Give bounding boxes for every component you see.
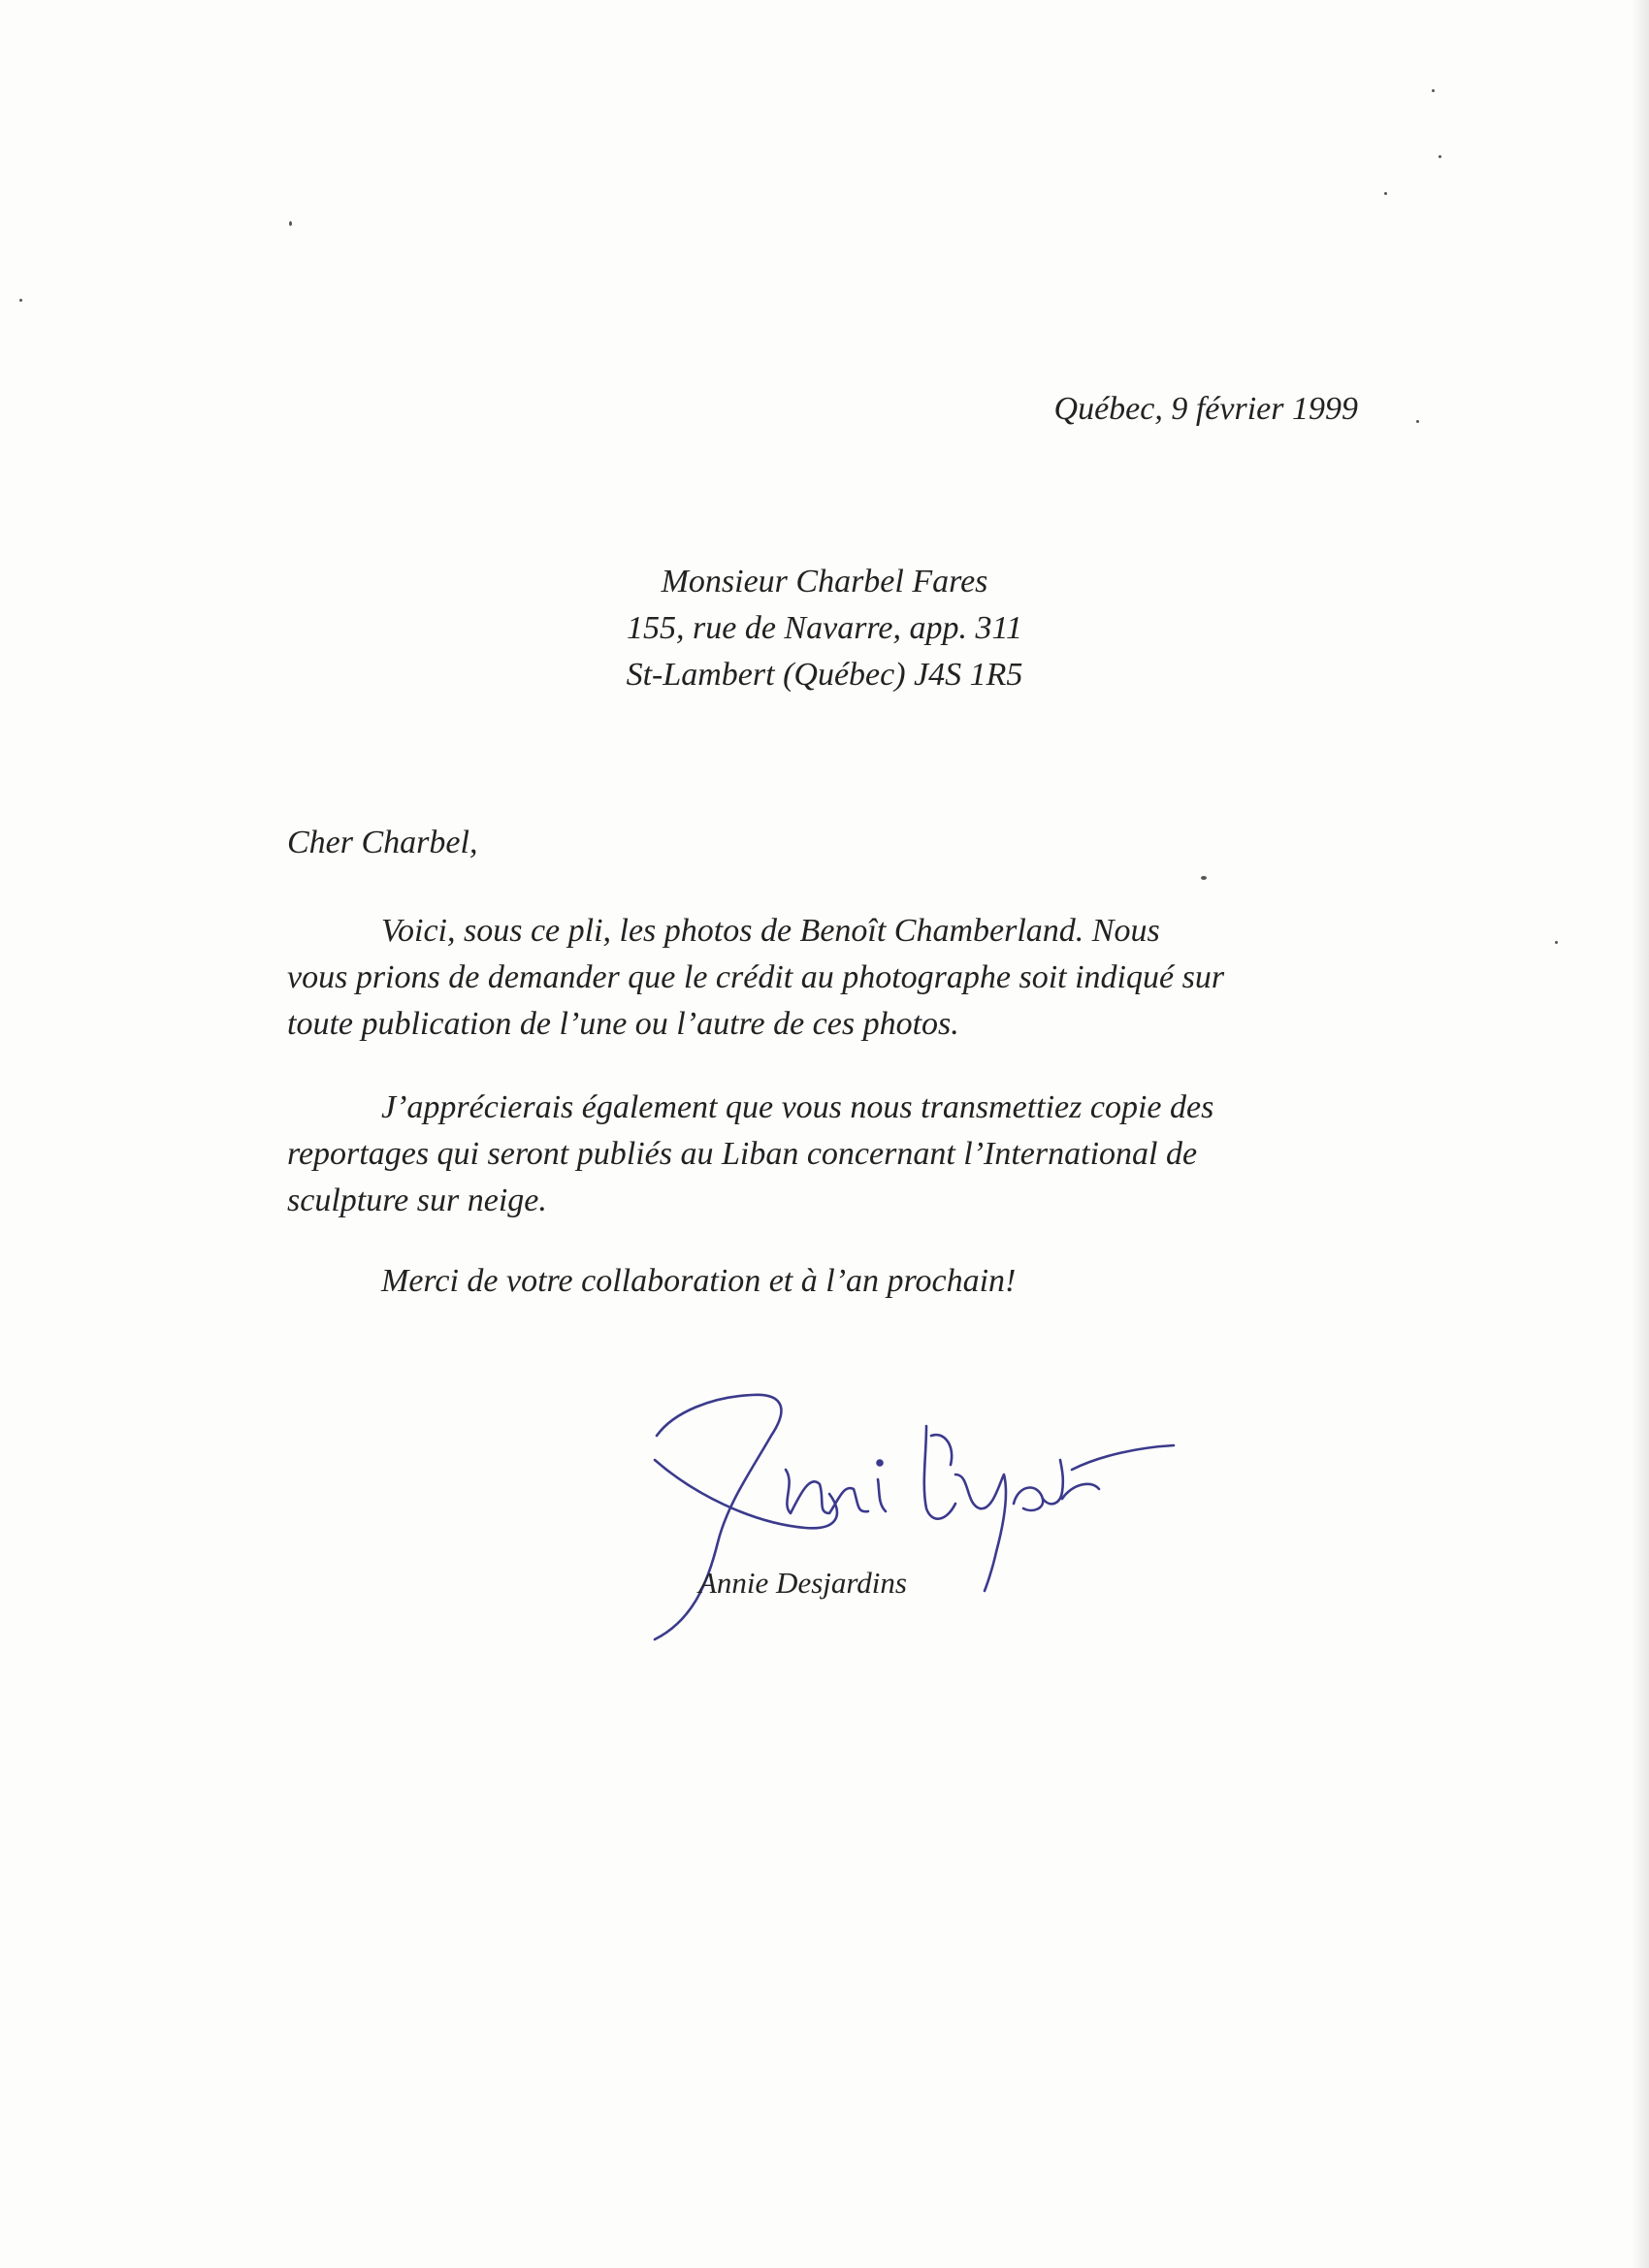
- paragraph-1: [287, 908, 1354, 1048]
- paper-speck: [1439, 155, 1441, 158]
- paper-edge: [1632, 0, 1649, 2268]
- paper-speck: [1432, 89, 1435, 92]
- paragraph-2-line: J’apprécierais également que vous nous transmettiez copie des: [381, 1089, 1214, 1125]
- paper-speck: [1416, 420, 1419, 423]
- recipient-address: [485, 559, 1164, 698]
- paragraph-3: [287, 1258, 1354, 1305]
- paragraph-1-line: Voici, sous ce pli, les photos de Benoît Chamberland. Nous: [381, 913, 1160, 949]
- paper-speck: [19, 299, 22, 302]
- paper-speck: [1555, 941, 1558, 944]
- handwritten-signature: [635, 1377, 1179, 1649]
- recipient-city: St-Lambert (Québec) J4S 1R5: [626, 657, 1023, 693]
- paragraph-3-line: Merci de votre collaboration et à l’an prochain!: [381, 1263, 1017, 1299]
- signer-name: Annie Desjardins: [698, 1566, 907, 1600]
- paragraph-1-line: vous prions de demander que le crédit au photographe soit indiqué sur: [287, 959, 1225, 995]
- paper-speck: [1384, 192, 1387, 195]
- salutation: Cher Charbel,: [287, 825, 478, 860]
- paper-speck: [289, 221, 292, 226]
- paragraph-1-line: toute publication de l’une ou l’autre de ces photos.: [287, 1006, 959, 1042]
- recipient-street: 155, rue de Navarre, app. 311: [627, 610, 1022, 646]
- paragraph-2-line: reportages qui seront publiés au Liban concernant l’International de: [287, 1136, 1198, 1172]
- paper-speck: [1201, 876, 1207, 880]
- paragraph-2: [287, 1085, 1354, 1224]
- paragraph-2-line: sculpture sur neige.: [287, 1183, 547, 1218]
- letter-date: Québec, 9 février 1999: [1053, 391, 1358, 427]
- recipient-name: Monsieur Charbel Fares: [661, 564, 988, 599]
